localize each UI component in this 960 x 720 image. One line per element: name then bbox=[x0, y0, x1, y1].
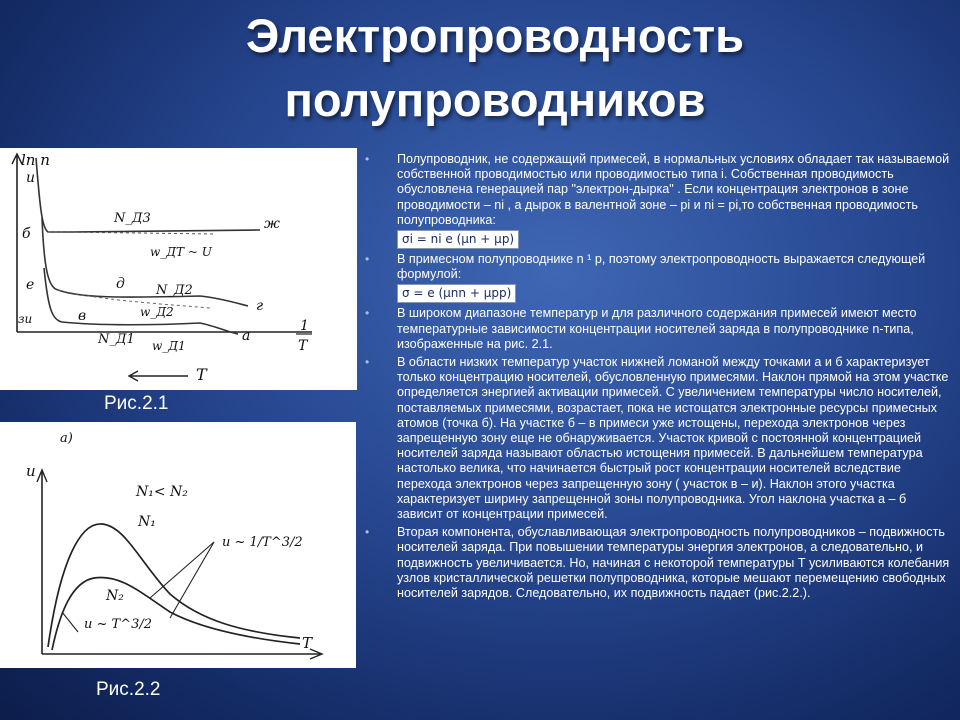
fig1-label-nd1: N_Д1 bbox=[98, 332, 135, 347]
fig1-label-u: u bbox=[26, 170, 36, 186]
fig1-label-nd2: N_Д2 bbox=[156, 283, 193, 298]
fig2-label-law-hi: u ~ 1/T^3/2 bbox=[222, 535, 303, 550]
figure-2-1-caption: Рис.2.1 bbox=[104, 393, 169, 414]
figure-2-2 bbox=[0, 422, 356, 668]
fig2-xlabel: T bbox=[302, 634, 313, 652]
bullet-item bbox=[363, 306, 953, 352]
bullet-item bbox=[363, 525, 953, 601]
fig2-label-n1: N₁ bbox=[138, 514, 156, 530]
bullet-text: В области низких температур участок нижней ломаной между точками а и б характеризует только концентрацию носителей, обусловленную примесями. Наклон прямой на этом участке определяется энергией активации примесей. С увеличением температуры число носителей, поставляемых примесями, возрастает, пока не истощатся электронные ресурсы примесных атомов (точка б). На участке б – в примеси уже истощены, перехода электронов через запрещенную зону еще не обнаруживается. Участок кривой с постоянной концентрацией носителей заряда называют областью истощения примесей. В дальнейшем температура настолько велика, что начинается быстрый рост концентрации носителей вследствие перехода электронов через запрещенную зону ( участок в – и). Наклон этого участка характеризует ширину запрещенной зоны полупроводника. Угол наклона участка а – б зависит от концентрации примесей. bbox=[397, 355, 949, 522]
fig1-label-b: б bbox=[22, 226, 31, 242]
bullet-text: Полупроводник, не содержащий примесей, в нормальных условиях обладает так называемой собственной проводимостью или проводимостью типа i. Собственная проводимость обусловлена генерацией пар "электрон-дырка" . Если концентрация электронов в зоне проводимости – ni , а дырок в валентной зоне – pi и ni = pi,то собственная проводимость полупроводника: bbox=[397, 152, 950, 227]
bullet-dot-icon: • bbox=[365, 252, 370, 267]
formula-box: σi = ni e (μn + μp) bbox=[397, 230, 519, 249]
bullet-text: В примесном полупроводнике n ¹ p, поэтому электропроводность выражается следующей формулой: bbox=[397, 252, 926, 282]
fig1-label-e: е bbox=[26, 277, 35, 293]
title-line-1: Электропроводность bbox=[245, 9, 745, 62]
figure-2-2-plot bbox=[0, 422, 356, 668]
fig2-label-condition: N₁< N₂ bbox=[136, 484, 188, 500]
fig1-label-t: T bbox=[196, 365, 207, 384]
fig1-label-a: а bbox=[242, 328, 251, 344]
fig1-label-wd2: w_Д2 bbox=[140, 305, 174, 319]
fig2-curve-n2 bbox=[52, 577, 300, 650]
bullet-dot-icon: • bbox=[365, 525, 370, 540]
fig1-label-wdt: w_ДТ ~ U bbox=[150, 245, 212, 259]
bullet-text: В широком диапазоне температур и для различного содержания примесей имеют место температурные зависимости концентрации носителей заряда в полупроводнике n-типа, изображенные на рис. 2.1. bbox=[397, 306, 917, 351]
slide-title bbox=[0, 4, 960, 132]
bullet-dot-icon: • bbox=[365, 306, 370, 321]
bullet-item bbox=[363, 355, 953, 522]
bullet-dot-icon: • bbox=[365, 355, 370, 370]
fig1-ylabel: ln n bbox=[21, 151, 50, 169]
bullet-list bbox=[363, 152, 953, 604]
fig1-label-nd3: N_Д3 bbox=[114, 211, 151, 226]
fig1-label-inv-t-num: 1 bbox=[300, 318, 309, 334]
bullet-item bbox=[363, 252, 953, 303]
fig1-label-d: д bbox=[116, 276, 125, 292]
figure-2-1-plot bbox=[0, 148, 357, 390]
fig1-label-zh: ж bbox=[264, 216, 280, 232]
fig1-label-inv-t-den: T bbox=[298, 338, 308, 354]
fig2-label-law-lo: u ~ T^3/2 bbox=[84, 617, 153, 632]
fig1-label-wd1: w_Д1 bbox=[152, 339, 186, 353]
title-line-2: полупроводников bbox=[284, 73, 706, 126]
fig2-ylabel: u bbox=[26, 462, 36, 480]
formula-box: σ = e (μnn + μpp) bbox=[397, 284, 516, 303]
fig1-label-v: в bbox=[78, 308, 87, 324]
fig2-label-n2: N₂ bbox=[106, 588, 124, 604]
fig1-curve-nd1 bbox=[44, 268, 238, 334]
fig2-label-panel: а) bbox=[60, 431, 73, 446]
figure-2-2-caption: Рис.2.2 bbox=[96, 679, 161, 700]
fig1-label-g: г bbox=[256, 298, 264, 314]
bullet-text: Вторая компонента, обуславливающая электропроводность полупроводников – подвижность носителей заряда. При повышении температуры энергия электронов, а следовательно, и подвижность увеличивается. Но, начиная с некоторой температуры Т усиливаются колебания узлов кристаллической решетки полупроводника, которые мешают перемещению свободных носителей зарядов. Следовательно, их подвижность падает (рис.2.2.). bbox=[397, 525, 950, 601]
fig1-label-zi: зи bbox=[18, 312, 33, 326]
bullet-item bbox=[363, 152, 953, 249]
bullet-dot-icon: • bbox=[365, 152, 370, 166]
figure-2-1 bbox=[0, 148, 357, 390]
